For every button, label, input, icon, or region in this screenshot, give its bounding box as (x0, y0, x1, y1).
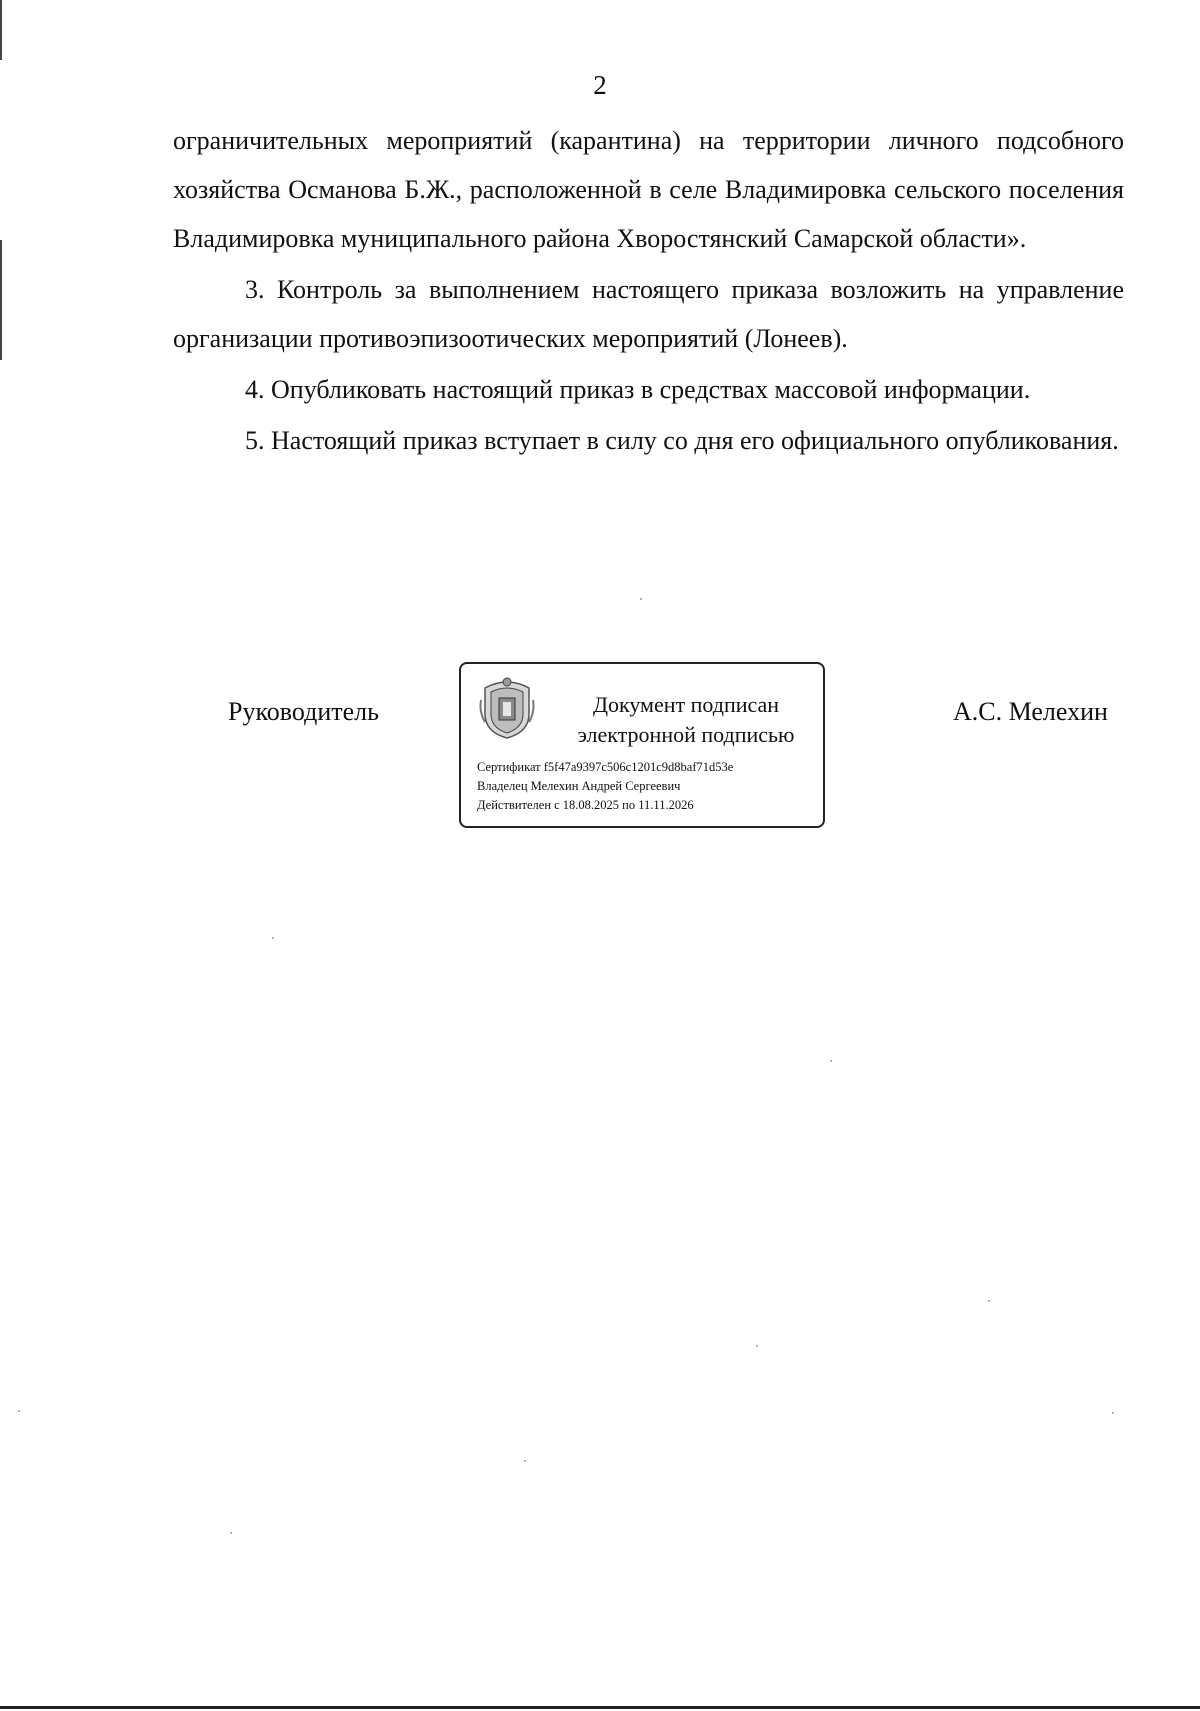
scan-speck (1112, 1412, 1114, 1414)
scan-speck (524, 1460, 526, 1462)
signer-name: А.С. Мелехин (953, 697, 1108, 726)
coat-of-arms-icon (477, 674, 537, 740)
scan-speck (272, 937, 274, 939)
page-number: 2 (593, 70, 607, 100)
document-body (173, 116, 1124, 467)
scan-speck (988, 1300, 990, 1302)
stamp-certificate: Сертификат f5f47a9397c506c1201c9d8baf71d53e (477, 760, 734, 774)
signer-role: Руководитель (228, 697, 379, 726)
electronic-signature-stamp (459, 662, 825, 828)
paragraph-item-5: 5. Настоящий приказ вступает в силу со дня его официального опубликования. (245, 426, 1119, 455)
scan-speck (830, 1060, 832, 1062)
scan-speck (230, 1532, 232, 1534)
stamp-title (561, 690, 811, 750)
paragraph-item-3: 3. Контроль за выполнением настоящего приказа возложить на управление организации противоэпизоотических мероприятий (Лонеев). (173, 275, 1124, 353)
scan-edge-mark (0, 0, 2, 60)
paragraph-item-4: 4. Опубликовать настоящий приказ в средствах массовой информации. (245, 375, 1031, 404)
stamp-details (477, 758, 817, 815)
stamp-title-line: электронной подписью (577, 722, 795, 747)
scan-speck (640, 598, 642, 600)
scan-speck (756, 1345, 758, 1347)
stamp-validity: Действителен с 18.08.2025 по 11.11.2026 (477, 798, 694, 812)
stamp-owner: Владелец Мелехин Андрей Сергеевич (477, 779, 681, 793)
scan-speck (18, 1410, 20, 1412)
scan-edge-mark (0, 240, 2, 360)
scan-bottom-edge (0, 1706, 1200, 1709)
stamp-title-line: Документ подписан (592, 692, 780, 717)
paragraph-continuation: ограничительных мероприятий (карантина) на территории личного подсобного хозяйства Османова Б.Ж., расположенной в селе Владимировка сельского поселения Владимировка муниципального района Хворостянский Самарской области». (173, 126, 1124, 253)
